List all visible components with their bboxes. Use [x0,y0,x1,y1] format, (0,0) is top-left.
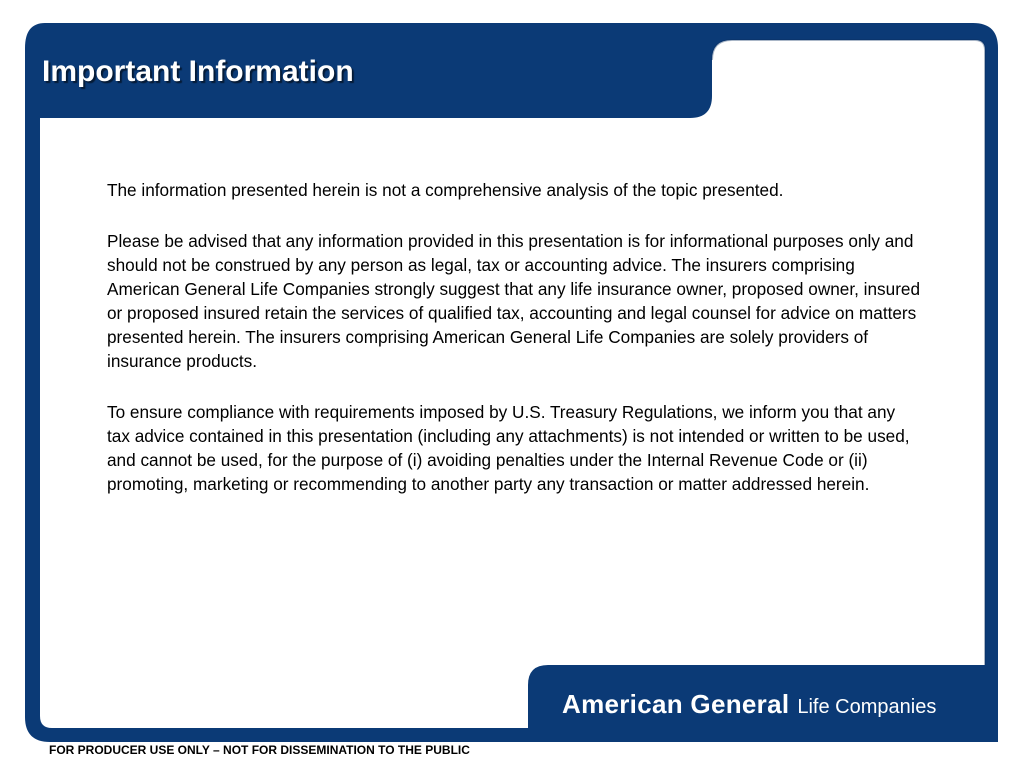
paragraph-treasury-compliance: To ensure compliance with requirements imposed by U.S. Treasury Regulations, we inform you that any tax advice contained in this presentation (including any attachments) is not intended or written to be used, and cannot be used, for the purpose of (i) avoiding penalties under the Internal Revenue Code or (ii) promoting, marketing or recommending to another party any transaction or matter addressed herein. [107,402,910,494]
paragraph-intro: The information presented herein is not a comprehensive analysis of the topic presented. [107,180,784,200]
footer-disclaimer: FOR PRODUCER USE ONLY – NOT FOR DISSEMINATION TO THE PUBLIC [49,743,470,757]
logo-primary-text: American General [562,689,790,719]
disclaimer-body [107,178,922,523]
logo-secondary-text: Life Companies [797,696,937,718]
paragraph-advice-disclaimer: Please be advised that any information provided in this presentation is for informational purposes only and should not be construed by any person as legal, tax or accounting advice. The insurers comprising American General Life Companies strongly suggest that any life insurance owner, proposed owner, insured or proposed insured retain the services of qualified tax, accounting and legal counsel for advice on matters presented herein. The insurers comprising American General Life Companies are solely providers of insurance products. [107,231,921,371]
company-logo [562,686,936,727]
slide-title: Important Information [42,55,354,88]
